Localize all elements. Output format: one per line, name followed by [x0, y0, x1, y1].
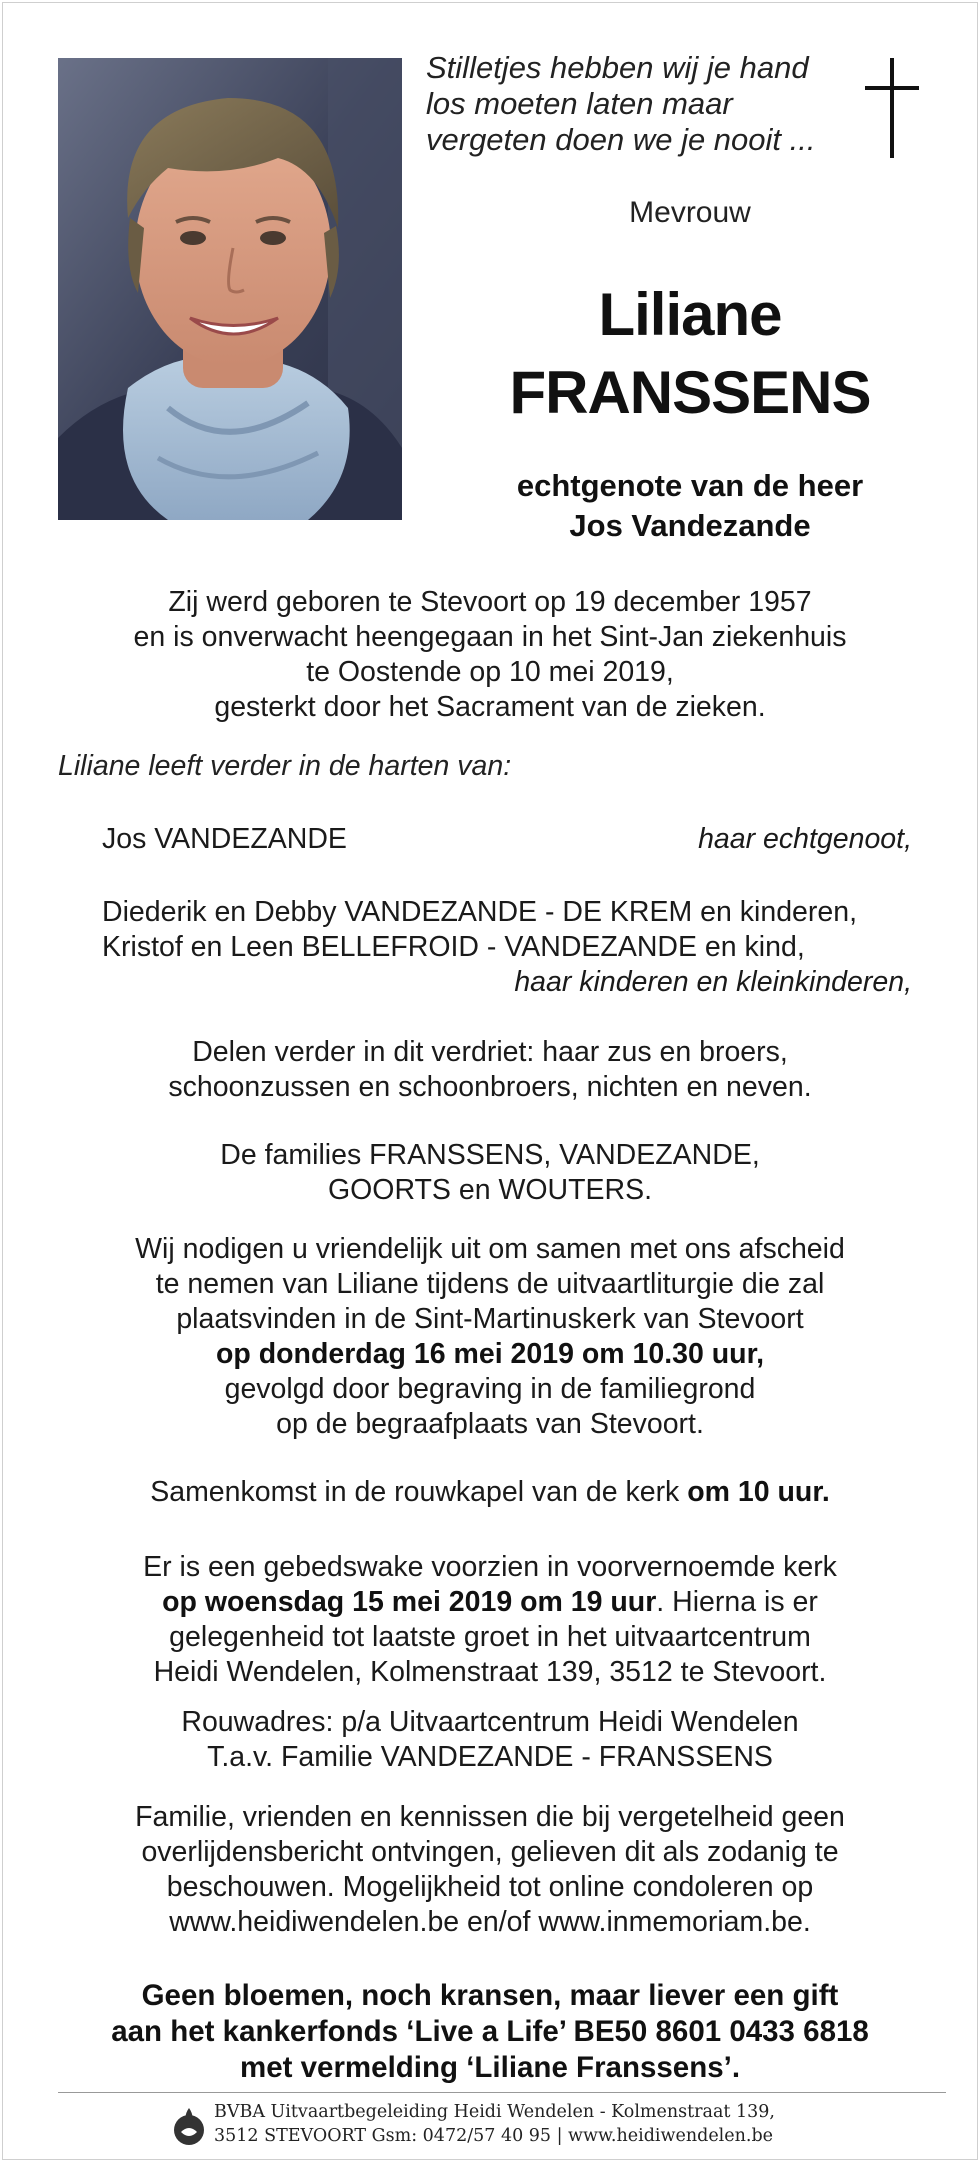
text-line: gevolgd door begraving in de familiegrond — [224, 1373, 756, 1405]
husband-row — [102, 822, 912, 857]
cross-icon — [862, 58, 922, 158]
text-line: plaatsvinden in de Sint-Martinuskerk van Stevoort — [176, 1303, 804, 1335]
text-line: te Oostende op 10 mei 2019, — [306, 656, 674, 688]
text-line: schoonzussen en schoonbroers, nichten en neven. — [168, 1071, 812, 1103]
funeral-home-logo-icon — [172, 2104, 206, 2150]
gathering-label: Samenkomst in de rouwkapel van de kerk — [150, 1476, 688, 1508]
footer-line: 3512 STEVOORT Gsm: 0472/57 40 95 | www.heidiwendelen.be — [214, 2126, 774, 2146]
poem-line: vergeten doen we je nooit ... — [426, 122, 816, 157]
text-line: Rouwadres: p/a Uitvaartcentrum Heidi Wendelen — [181, 1706, 799, 1738]
condolence-notice — [40, 1800, 940, 1940]
poem-line: los moeten laten maar — [426, 86, 733, 121]
text-line: op de begraafplaats van Stevoort. — [276, 1408, 704, 1440]
spouse-line — [420, 466, 960, 546]
text-line: en is onverwacht heengegaan in het Sint-Jan ziekenhuis — [133, 621, 847, 653]
birth-death-text — [40, 585, 940, 725]
gathering-text — [40, 1475, 940, 1510]
text-line: www.heidiwendelen.be en/of www.inmemoriam.be. — [169, 1906, 811, 1938]
first-name: Liliane — [598, 281, 782, 348]
child-line: Diederik en Debby VANDEZANDE - DE KREM en kinderen, — [102, 896, 857, 928]
children-block — [102, 895, 912, 1000]
text-line: Delen verder in dit verdriet: haar zus en broers, — [192, 1036, 788, 1068]
spouse-name: Jos Vandezande — [569, 508, 811, 543]
text-line: gelegenheid tot laatste groet in het uitvaartcentrum — [169, 1621, 811, 1653]
text-line: beschouwen. Mogelijkheid tot online condoleren op — [166, 1871, 814, 1903]
spouse-label: echtgenote van de heer — [516, 468, 864, 503]
families-text — [40, 1138, 940, 1208]
poem — [426, 50, 846, 158]
footer-divider — [58, 2092, 946, 2093]
text-line: overlijdensbericht ontvingen, gelieven dit als zodanig te — [141, 1836, 839, 1868]
text-line: Familie, vrienden en kennissen die bij vergetelheid geen — [135, 1801, 845, 1833]
text-line: Geen bloemen, noch kransen, maar liever een gift — [141, 1979, 839, 2012]
deceased-name — [420, 276, 960, 432]
portrait-photo — [58, 58, 402, 520]
gathering-time: om 10 uur. — [687, 1476, 830, 1508]
wake-text — [40, 1550, 940, 1690]
child-line: Kristof en Leen BELLEFROID - VANDEZANDE en kind, — [102, 931, 805, 963]
wake-rest: . Hierna is er — [656, 1586, 818, 1618]
sharing-text — [40, 1035, 940, 1105]
text-line: te nemen van Liliane tijdens de uitvaartliturgie die zal — [155, 1268, 825, 1300]
donation-request — [40, 1978, 940, 2086]
text-line: gesterkt door het Sacrament van de zieken. — [214, 691, 766, 723]
text-line: De families FRANSSENS, VANDEZANDE, — [220, 1139, 760, 1171]
text-line: Heidi Wendelen, Kolmenstraat 139, 3512 te Stevoort. — [153, 1656, 827, 1688]
husband-name: Jos VANDEZANDE — [102, 823, 347, 855]
survivors-intro: Liliane leeft verder in de harten van: — [58, 750, 512, 782]
honorific: Mevrouw — [629, 196, 751, 229]
poem-line: Stilletjes hebben wij je hand — [426, 50, 809, 85]
mourning-address — [40, 1705, 940, 1775]
text-line: GOORTS en WOUTERS. — [327, 1174, 653, 1206]
husband-role: haar echtgenoot, — [698, 823, 912, 855]
funeral-home-footer — [214, 2100, 775, 2148]
footer-line: BVBA Uitvaartbegeleiding Heidi Wendelen - Kolmenstraat 139, — [214, 2102, 775, 2122]
text-line: Zij werd geboren te Stevoort op 19 december 1957 — [168, 586, 812, 618]
funeral-invitation — [40, 1232, 940, 1442]
text-line: met vermelding ‘Liliane Franssens’. — [239, 2051, 741, 2084]
text-line: Wij nodigen u vriendelijk uit om samen met ons afscheid — [135, 1233, 845, 1265]
text-line: Er is een gebedswake voorzien in voorvernoemde kerk — [143, 1551, 837, 1583]
last-name: FRANSSENS — [509, 359, 871, 426]
children-role: haar kinderen en kleinkinderen, — [514, 966, 912, 998]
funeral-date: op donderdag 16 mei 2019 om 10.30 uur, — [215, 1338, 765, 1370]
text-line: aan het kankerfonds ‘Live a Life’ BE50 8601 0433 6818 — [111, 2015, 869, 2048]
text-line: T.a.v. Familie VANDEZANDE - FRANSSENS — [207, 1741, 773, 1773]
wake-date: op woensdag 15 mei 2019 om 19 uur — [162, 1586, 657, 1618]
